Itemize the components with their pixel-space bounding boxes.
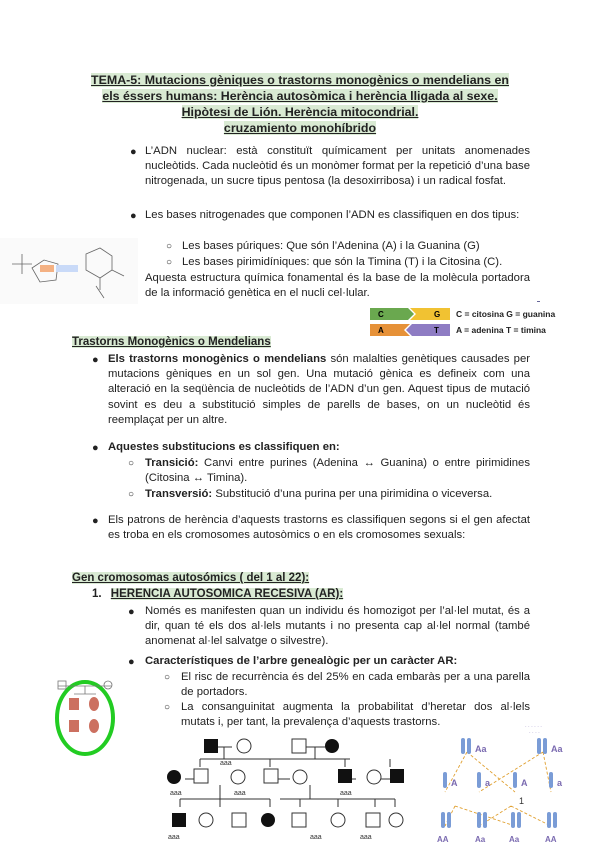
chromosome-cross-diagram — [415, 722, 595, 846]
base-legend-row-2 — [370, 324, 546, 336]
chromosome — [467, 738, 471, 754]
transition-label: Transició: — [145, 457, 199, 469]
bullet-circle: ○ — [164, 672, 171, 683]
allele-label: a — [485, 778, 491, 788]
cg-base-pair-icon — [370, 308, 450, 320]
intro-sub-2: Les bases pirimidíniques: que són la Timina (T) i la Citosina (C). — [182, 256, 503, 268]
legend-g: G — [434, 310, 441, 319]
pedigree-scribble: ааа — [360, 834, 372, 841]
chromosome — [511, 812, 515, 828]
pedigree-female-affected — [325, 739, 339, 753]
chromosome — [443, 772, 447, 788]
monogenic-paragraph — [108, 352, 530, 428]
pedigree-male — [264, 769, 278, 783]
autosomal-heading-text: Gen cromosomas autosómics ( del 1 al 22): — [72, 572, 310, 584]
chromosome — [477, 772, 481, 788]
diagram-note: · · · · — [529, 730, 540, 736]
legend-t: T — [434, 326, 439, 335]
intro-paragraph-3: Aquesta estructura química fonamental és la base de la molècula portadora de la informació genètica en el nucli cel·lular. — [145, 272, 530, 300]
bullet-dot: ● — [130, 146, 137, 158]
monogenic-bold-term: Els trastorns monogènics o mendelians — [108, 353, 327, 365]
pedigree-female — [199, 813, 213, 827]
pedigree-scribble: ааа — [220, 760, 232, 767]
pedigree-male — [194, 769, 208, 783]
pedigree-female — [389, 813, 403, 827]
page-title — [60, 72, 540, 136]
ar-paragraph: Només es manifesten quan un individu és homozigot per l’al·lel mutat, és a dir, quan té els dos al·lels mutants i no presenta cap al·lel normal (també anomenat al·lel salvatge o silvestre). — [145, 605, 530, 648]
pedigree-male-affected — [172, 813, 186, 827]
chromosome — [441, 812, 445, 828]
pedigree-female-affected — [167, 770, 181, 784]
chromosome — [537, 738, 541, 754]
ar-risk-item: El risc de recurrència és del 25% en cada embaràs per a una parella de portadors. — [181, 671, 530, 699]
genotype-label: AA — [545, 835, 557, 844]
legend-text-2: A = adenina T = timina — [456, 325, 546, 335]
pedigree-scribble: ааа — [234, 790, 246, 797]
pedigree-female-affected — [261, 813, 275, 827]
affected-male-1 — [69, 698, 79, 710]
base-legend-row-1 — [370, 308, 555, 320]
affected-male-2 — [69, 720, 79, 732]
intro-sub-1: Les bases púriques: Que són l’Adenina (A) i la Guanina (G) — [182, 240, 480, 252]
genotype-label: Aa — [475, 835, 486, 844]
substitutions-heading: Aquestes substitucions es classifiquen en: — [108, 441, 340, 453]
title-line-4: cruzamiento monohíbrido — [223, 121, 377, 135]
section-heading-monogenic — [72, 336, 271, 348]
diagram-number: 1 — [519, 796, 525, 806]
inheritance-patterns-paragraph: Els patrons de herència d’aquests trastorns es classifiquen segons si el gen afectat es troba en els cromosomes autosòmics o en els cromosomes sexuals: — [108, 514, 530, 542]
pedigree-scribble: ааа — [168, 834, 180, 841]
bullet-dot: ● — [128, 656, 135, 668]
at-base-pair-icon — [370, 324, 450, 336]
intro-paragraph-1: L’ADN nuclear: està constituït químicament per unitats anomenades nucleòtids. Cada nucleòtid és un monòmer format per la repetició d’una base nitrogenada, un sucre tipus pentosa (la desoxirribosa) i un radical fosfat. — [145, 145, 530, 188]
intro-paragraph-2: Les bases nitrogenades que componen l’ADN es classifiquen en dos tipus: — [145, 209, 520, 221]
genotype-label: AA — [437, 835, 449, 844]
genotype-label: Aa — [551, 744, 563, 754]
legend-tick — [537, 301, 540, 302]
bullet-dot: ● — [130, 210, 137, 222]
pedigree-scribble: ааа — [310, 834, 322, 841]
chromosome — [553, 812, 557, 828]
nucleotide-structure-image — [0, 238, 138, 304]
bullet-circle: ○ — [128, 458, 135, 469]
genotype-label: Aa — [509, 835, 520, 844]
pedigree-male-affected — [390, 769, 404, 783]
pedigree-female — [331, 813, 345, 827]
diagram-note: · · · · · · — [525, 724, 542, 730]
pedigree-female — [237, 739, 251, 753]
ar-heading — [92, 588, 343, 600]
small-pedigree-image — [52, 678, 118, 758]
transversion-label: Transversió: — [145, 488, 213, 500]
allele-label: A — [451, 778, 458, 788]
legend-a: A — [378, 326, 384, 335]
pedigree-female — [293, 770, 307, 784]
chromosome — [547, 812, 551, 828]
pedigree-male — [292, 813, 306, 827]
ar-characteristics-heading: Característiques de l’arbre genealògic per un caràcter AR: — [145, 655, 458, 667]
pedigree-female — [231, 770, 245, 784]
bullet-dot: ● — [92, 442, 99, 454]
bullet-circle: ○ — [166, 241, 173, 252]
pedigree-scribble: ааа — [170, 790, 182, 797]
pedigree-male-affected — [338, 769, 352, 783]
chromosome — [477, 812, 481, 828]
section-heading-text: Trastorns Monogènics o Mendelians — [72, 336, 271, 348]
pedigree-male-affected — [204, 739, 218, 753]
affected-female-2 — [89, 719, 99, 733]
title-line-2: els éssers humans: Herència autosòmica i herència lligada al sexe. — [102, 89, 498, 103]
genotype-label: Aa — [475, 744, 487, 754]
bullet-circle: ○ — [164, 702, 171, 713]
legend-c: C — [378, 310, 384, 319]
chromosome — [483, 812, 487, 828]
bullet-dot: ● — [92, 354, 99, 366]
pedigree-male — [232, 813, 246, 827]
bullet-dot: ● — [92, 515, 99, 527]
bullet-dot: ● — [128, 606, 135, 618]
allele-label: A — [521, 778, 528, 788]
bullet-circle: ○ — [166, 257, 173, 268]
pedigree-female — [367, 770, 381, 784]
title-line-3: Hipòtesi de Lión. Herència mitocondrial. — [181, 105, 419, 119]
transversion-text: Substitució d’una purina per una pirimidina o viceversa. — [212, 488, 493, 500]
pedigree-male — [366, 813, 380, 827]
transition-item — [145, 456, 530, 486]
bullet-circle: ○ — [128, 489, 135, 500]
section-heading-autosomal — [72, 572, 309, 584]
ar-heading-text: HERENCIA AUTOSOMICA RECESIVA (AR): — [110, 588, 344, 600]
chromosome — [513, 772, 517, 788]
chromosome — [543, 738, 547, 754]
chromosome — [517, 812, 521, 828]
allele-label: a — [557, 778, 563, 788]
pedigree-male — [292, 739, 306, 753]
pedigree-scribble: ааа — [340, 790, 352, 797]
chromosome — [549, 772, 553, 788]
chromosome — [461, 738, 465, 754]
title-line-1: TEMA-5: Mutacions gèniques o trastorns monogènics o mendelians en — [91, 73, 509, 87]
transition-text: Canvi entre purines (Adenina ↔ Guanina) o entre pirimidines (Citosina ↔ Timina). — [145, 457, 530, 485]
legend-text-1: C = citosina G = guanina — [456, 309, 556, 319]
affected-female-1 — [89, 697, 99, 711]
monogenic-description: són malalties genètiques causades per mutacions gèniques en un sol gen. Una mutació gènica es defineix com una alteració en la seqüència de nucleòtids de l’ADN d’un gen. Aquest tipus de mutació sovint es deu a substitució simples de parells de bases, on un nucleòtid és reemplaçat per un altre. — [108, 353, 530, 426]
chromosome — [447, 812, 451, 828]
transversion-item — [145, 487, 530, 502]
ar-consanguinity-item: La consanguinitat augmenta la probabilitat d’heretar dos al·lels mutats i, per tant, la prevalença d’aquests trastorns. — [181, 701, 530, 729]
ar-number: 1. — [92, 588, 102, 600]
large-pedigree-image — [160, 733, 410, 845]
